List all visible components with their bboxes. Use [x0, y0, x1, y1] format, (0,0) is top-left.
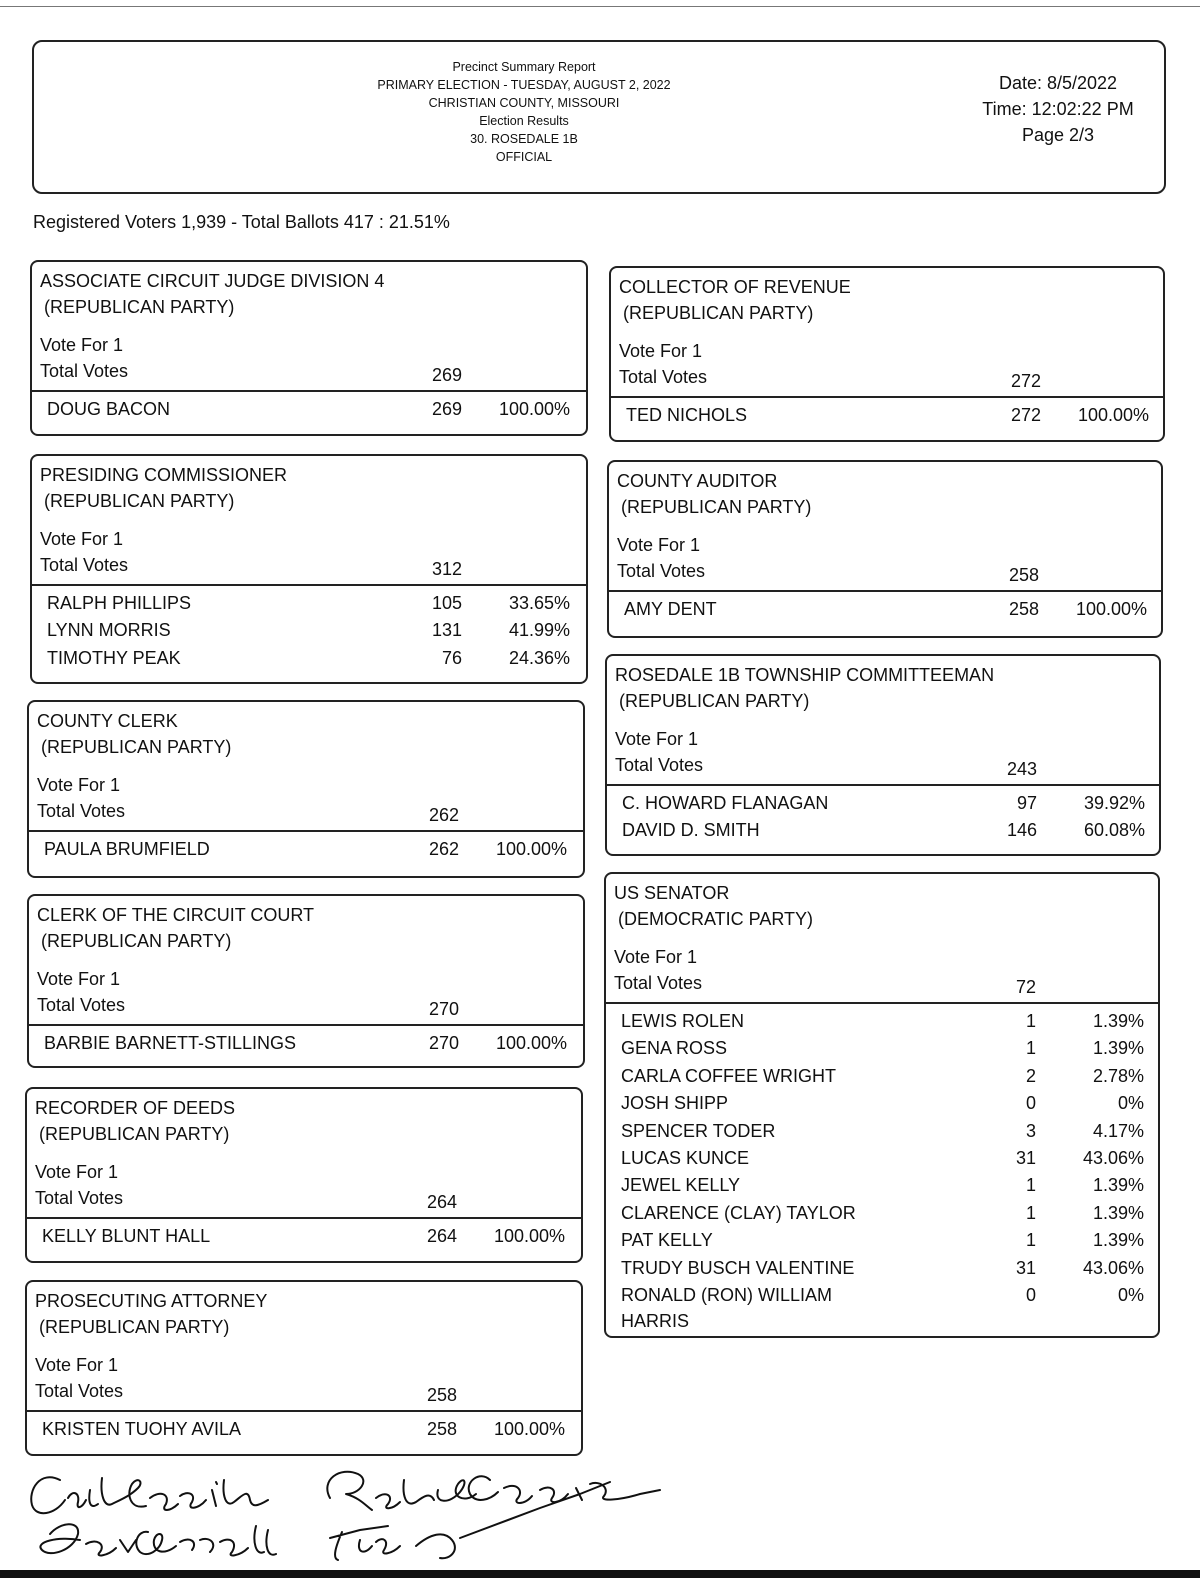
total-votes-value: 270 — [428, 999, 459, 1019]
candidate-name: LYNN MORRIS — [47, 620, 171, 641]
vote-for-label: Vote For 1 — [615, 729, 699, 749]
race-box — [25, 1087, 583, 1263]
candidate-percent: 24.36% — [508, 647, 570, 668]
registered-voters-summary: Registered Voters 1,939 - Total Ballots 417 : 21.51% — [33, 212, 450, 232]
total-votes-value: 272 — [1010, 371, 1041, 391]
candidate-name: CARLA COFFEE WRIGHT — [621, 1065, 837, 1086]
candidate-votes: 270 — [428, 1033, 459, 1053]
candidate-name: SPENCER TODER — [621, 1120, 776, 1141]
candidate-name: TED NICHOLS — [626, 405, 748, 425]
race-title: CLERK OF THE CIRCUIT COURT — [37, 905, 315, 925]
race-divider — [32, 390, 586, 392]
candidate-votes: 2 — [1025, 1065, 1036, 1086]
page-number: Page 2/3 — [1021, 125, 1095, 145]
candidate-name: RONALD (RON) WILLIAM HARRIS — [621, 1284, 833, 1331]
candidate-votes: 76 — [441, 647, 462, 668]
race-party: (REPUBLICAN PARTY) — [39, 1124, 230, 1144]
total-votes-label: Total Votes — [617, 561, 706, 581]
race-box — [605, 654, 1161, 856]
candidate-row — [606, 1063, 1158, 1090]
candidate-name: KELLY BLUNT HALL — [42, 1226, 211, 1246]
race-party: (REPUBLICAN PARTY) — [619, 691, 810, 711]
race-party: (REPUBLICAN PARTY) — [39, 1317, 230, 1337]
candidate-percent: 43.06% — [1082, 1147, 1144, 1168]
candidate-percent: 1.39% — [1092, 1038, 1144, 1059]
signature-2 — [327, 1472, 660, 1510]
total-votes-value: 264 — [426, 1192, 457, 1212]
candidate-list — [607, 790, 1159, 845]
candidate-votes: 1 — [1025, 1202, 1036, 1223]
race-heading — [40, 462, 287, 514]
vote-for-label: Vote For 1 — [614, 947, 698, 967]
vote-for-label: Vote For 1 — [40, 529, 124, 549]
county-name: CHRISTIAN COUNTY, MISSOURI — [428, 96, 620, 110]
total-votes-value: 72 — [1015, 977, 1036, 997]
race-divider — [32, 584, 586, 586]
candidate-percent: 2.78% — [1092, 1065, 1144, 1086]
candidate-row — [606, 1008, 1158, 1035]
total-votes-value: 269 — [431, 365, 462, 385]
total-votes-value: 243 — [1006, 759, 1037, 779]
race-box — [30, 260, 588, 436]
candidate-votes: 0 — [1025, 1093, 1036, 1114]
candidate-row — [611, 402, 1163, 429]
candidate-votes: 146 — [1006, 820, 1037, 841]
candidate-row — [606, 1227, 1158, 1254]
total-votes-label: Total Votes — [40, 555, 129, 575]
race-box — [25, 1280, 583, 1456]
race-heading — [617, 468, 811, 520]
race-heading — [40, 268, 384, 320]
candidate-percent: 43.06% — [1082, 1257, 1144, 1278]
race-divider — [607, 784, 1159, 786]
candidate-name: DOUG BACON — [47, 399, 171, 419]
race-box — [27, 894, 585, 1068]
candidate-list — [29, 1030, 583, 1057]
race-party: (REPUBLICAN PARTY) — [44, 491, 235, 511]
candidate-votes: 1 — [1025, 1038, 1036, 1059]
candidate-votes: 31 — [1015, 1147, 1036, 1168]
candidate-percent: 33.65% — [508, 593, 570, 613]
candidate-list — [32, 396, 586, 423]
race-box — [30, 454, 588, 684]
candidate-percent: 41.99% — [508, 620, 570, 641]
race-title: US SENATOR — [614, 883, 730, 903]
candidate-row — [606, 1118, 1158, 1145]
race-party: (DEMOCRATIC PARTY) — [618, 909, 814, 929]
report-title-block — [314, 58, 734, 166]
vote-for-label: Vote For 1 — [40, 335, 124, 355]
candidate-votes: 1 — [1025, 1175, 1036, 1196]
vote-for-label: Vote For 1 — [619, 341, 703, 361]
candidate-percent: 1.39% — [1092, 1202, 1144, 1223]
candidate-votes: 0 — [1025, 1284, 1036, 1305]
candidate-percent: 1.39% — [1092, 1175, 1144, 1196]
candidate-votes: 3 — [1025, 1120, 1036, 1141]
candidate-row — [27, 1223, 581, 1250]
candidate-name: AMY DENT — [624, 599, 717, 619]
results-label: Election Results — [479, 114, 569, 128]
signature-1 — [31, 1477, 268, 1513]
race-party: (REPUBLICAN PARTY) — [41, 737, 232, 757]
candidate-row — [607, 790, 1159, 817]
total-votes-value: 262 — [428, 805, 459, 825]
race-box — [27, 700, 585, 878]
race-box — [607, 460, 1163, 638]
race-party: (REPUBLICAN PARTY) — [621, 497, 812, 517]
candidate-name: PAULA BRUMFIELD — [44, 839, 210, 859]
candidate-list — [32, 590, 586, 672]
candidate-name: LUCAS KUNCE — [621, 1147, 750, 1168]
candidate-row — [606, 1035, 1158, 1062]
total-votes-label: Total Votes — [615, 755, 704, 775]
total-votes-label: Total Votes — [619, 367, 708, 387]
candidate-list — [606, 1008, 1158, 1334]
candidate-votes: 272 — [1010, 405, 1041, 425]
race-divider — [611, 396, 1163, 398]
total-votes-value: 258 — [1008, 565, 1039, 585]
election-name: PRIMARY ELECTION - TUESDAY, AUGUST 2, 2022 — [377, 78, 671, 92]
vote-for-label: Vote For 1 — [35, 1355, 119, 1375]
candidate-percent: 60.08% — [1083, 820, 1145, 841]
race-box — [609, 266, 1165, 442]
official-label: OFFICIAL — [495, 150, 553, 164]
candidate-list — [609, 596, 1161, 623]
race-party: (REPUBLICAN PARTY) — [41, 931, 232, 951]
candidate-name: LEWIS ROLEN — [621, 1011, 745, 1031]
candidate-percent: 100.00% — [493, 1419, 565, 1439]
candidate-list — [29, 836, 583, 863]
candidate-row — [606, 1090, 1158, 1117]
race-heading — [614, 880, 813, 932]
candidate-row — [32, 617, 586, 644]
total-votes-label: Total Votes — [40, 361, 129, 381]
candidate-percent: 1.39% — [1092, 1011, 1144, 1031]
candidate-row — [609, 596, 1161, 623]
candidate-name: CLARENCE (CLAY) TAYLOR — [621, 1202, 856, 1223]
signatures-image — [20, 1460, 700, 1570]
race-title: ASSOCIATE CIRCUIT JUDGE DIVISION 4 — [40, 271, 385, 291]
report-name: Precinct Summary Report — [452, 60, 596, 74]
race-title: COUNTY CLERK — [37, 711, 178, 731]
candidate-row — [32, 590, 586, 617]
candidate-percent: 39.92% — [1083, 793, 1145, 813]
race-divider — [606, 1002, 1158, 1004]
candidate-name: DAVID D. SMITH — [622, 820, 760, 841]
race-title: PRESIDING COMMISSIONER — [40, 465, 288, 485]
race-title: ROSEDALE 1B TOWNSHIP COMMITTEEMAN — [615, 665, 995, 685]
candidate-list — [611, 402, 1163, 429]
candidate-name: TRUDY BUSCH VALENTINE — [621, 1257, 855, 1278]
candidate-name: GENA ROSS — [621, 1038, 728, 1059]
candidate-percent: 4.17% — [1092, 1120, 1144, 1141]
scan-bottom-edge — [0, 1570, 1200, 1578]
candidate-percent: 100.00% — [495, 839, 567, 859]
candidate-percent: 100.00% — [495, 1033, 567, 1053]
candidate-row — [27, 1416, 581, 1443]
candidate-row — [29, 836, 583, 863]
candidate-row — [606, 1255, 1158, 1282]
total-votes-value: 312 — [431, 559, 462, 579]
race-party: (REPUBLICAN PARTY) — [44, 297, 235, 317]
race-party: (REPUBLICAN PARTY) — [623, 303, 814, 323]
candidate-list — [27, 1416, 581, 1443]
total-votes-label: Total Votes — [37, 801, 126, 821]
race-heading — [619, 274, 851, 326]
candidate-name: KRISTEN TUOHY AVILA — [42, 1419, 242, 1439]
race-divider — [27, 1217, 581, 1219]
candidate-row — [606, 1282, 1158, 1334]
scan-top-edge — [0, 6, 1200, 7]
candidate-row — [607, 817, 1159, 844]
candidate-row — [29, 1030, 583, 1057]
race-title: PROSECUTING ATTORNEY — [35, 1291, 268, 1311]
vote-for-label: Vote For 1 — [617, 535, 701, 555]
total-votes-value: 258 — [426, 1385, 457, 1405]
precinct-name: 30. ROSEDALE 1B — [470, 132, 578, 146]
race-heading — [37, 708, 231, 760]
candidate-votes: 1 — [1025, 1011, 1036, 1031]
candidate-votes: 269 — [431, 399, 462, 419]
race-heading — [615, 662, 994, 714]
candidate-list — [27, 1223, 581, 1250]
candidate-votes: 262 — [428, 839, 459, 859]
candidate-percent: 1.39% — [1092, 1230, 1144, 1251]
race-heading — [35, 1095, 235, 1147]
race-title: COLLECTOR OF REVENUE — [619, 277, 851, 297]
candidate-row — [606, 1145, 1158, 1172]
race-title: COUNTY AUDITOR — [617, 471, 778, 491]
candidate-name: C. HOWARD FLANAGAN — [622, 793, 829, 813]
candidate-percent: 100.00% — [493, 1226, 565, 1246]
total-votes-label: Total Votes — [37, 995, 126, 1015]
vote-for-label: Vote For 1 — [37, 969, 121, 989]
candidate-name: JOSH SHIPP — [621, 1093, 729, 1114]
candidate-name: PAT KELLY — [621, 1230, 713, 1251]
report-header — [32, 40, 1166, 194]
signature-3 — [40, 1524, 276, 1555]
race-title: RECORDER OF DEEDS — [35, 1098, 236, 1118]
candidate-row — [606, 1200, 1158, 1227]
candidate-name: JEWEL KELLY — [621, 1175, 741, 1196]
total-votes-label: Total Votes — [614, 973, 703, 993]
race-divider — [29, 1024, 583, 1026]
report-date: Date: 8/5/2022 — [998, 73, 1118, 93]
candidate-votes: 258 — [1008, 599, 1039, 619]
candidate-percent: 100.00% — [1075, 599, 1147, 619]
candidate-percent: 100.00% — [1077, 405, 1149, 425]
total-votes-label: Total Votes — [35, 1381, 124, 1401]
race-heading — [37, 902, 314, 954]
race-divider — [29, 830, 583, 832]
candidate-percent: 0% — [1117, 1284, 1144, 1305]
candidate-percent: 0% — [1117, 1093, 1144, 1114]
candidate-row — [32, 396, 586, 423]
candidate-name: BARBIE BARNETT-STILLINGS — [44, 1033, 297, 1053]
candidate-votes: 97 — [1016, 793, 1037, 813]
candidate-votes: 105 — [431, 593, 462, 613]
vote-for-label: Vote For 1 — [37, 775, 121, 795]
vote-for-label: Vote For 1 — [35, 1162, 119, 1182]
race-box — [604, 872, 1160, 1338]
candidate-name: TIMOTHY PEAK — [47, 647, 181, 668]
candidate-votes: 131 — [431, 620, 462, 641]
candidate-percent: 100.00% — [498, 399, 570, 419]
candidate-row — [32, 645, 586, 672]
race-divider — [27, 1410, 581, 1412]
report-time: Time: 12:02:22 PM — [982, 99, 1134, 119]
candidate-name: RALPH PHILLIPS — [47, 593, 192, 613]
total-votes-label: Total Votes — [35, 1188, 124, 1208]
candidate-row — [606, 1172, 1158, 1199]
race-divider — [609, 590, 1161, 592]
candidate-votes: 264 — [426, 1226, 457, 1246]
candidate-votes: 1 — [1025, 1230, 1036, 1251]
race-heading — [35, 1288, 267, 1340]
report-meta — [958, 70, 1158, 148]
candidate-votes: 258 — [426, 1419, 457, 1439]
candidate-votes: 31 — [1015, 1257, 1036, 1278]
